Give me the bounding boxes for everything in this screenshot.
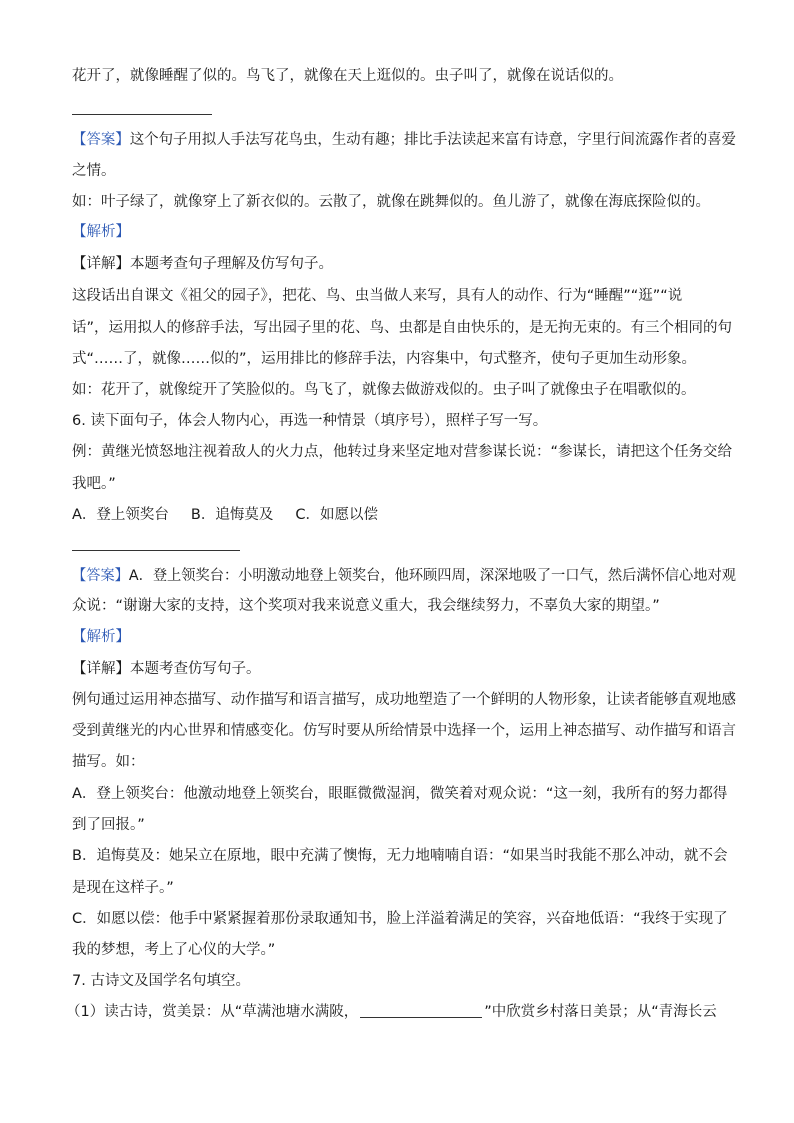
q5-para-line-2: 话”，运用拟人的修辞手法，写出园子里的花、鸟、虫都是自由快乐的，是无拘无束的。有三个相同的句 <box>72 320 733 336</box>
answer-line <box>72 550 240 551</box>
q5-sentence: 花开了，就像睡醒了似的。鸟飞了，就像在天上逛似的。虫子叫了，就像在说话似的。 <box>72 68 623 84</box>
analysis-tag: 【解析】 <box>72 629 130 645</box>
q5-answer-line-3: 如：叶子绿了，就像穿上了新衣似的。云散了，就像在跳舞似的。鱼儿游了，就像在海底探险似的。 <box>72 194 710 210</box>
q7-item-1-after: ”中欣赏乡村落日美景；从“青海长云 <box>484 1004 717 1020</box>
answer-text: 这个句子用拟人手法写花鸟虫，生动有趣；排比手法读起来富有诗意，字里行间流露作者的喜爱 <box>129 132 736 148</box>
q6-answer-line-2: 众说：“谢谢大家的支持，这个奖项对我来说意义重大，我会继续努力，不辜负大家的期望。” <box>72 598 660 614</box>
q5-answer-line-2: 之情。 <box>72 163 116 179</box>
q5-para-line-1: 这段话出自课文《祖父的园子》，把花、鸟、虫当做人来写，具有人的动作、行为“睡醒”“逛”“说 <box>72 288 683 304</box>
option-c: C．如愿以偿 <box>295 507 378 523</box>
q6-para-line-3: 描写。如： <box>72 754 145 770</box>
answer-text: A．登上领奖台：小明激动地登上领奖台，他环顾四周，深深地吸了一口气，然后满怀信心地对观 <box>128 568 736 584</box>
q5-answer-line-1 <box>72 130 736 150</box>
q7-item-1 <box>66 1002 717 1022</box>
q6-answer-line-1 <box>72 566 736 586</box>
q7-item-1-before: （1）读古诗，赏美景：从“草满池塘水满陂， <box>66 1004 359 1020</box>
q5-para-line-4: 如：花开了，就像绽开了笑脸似的。鸟飞了，就像去做游戏似的。虫子叫了就像虫子在唱歌似的。 <box>72 382 696 398</box>
detail-line: 【详解】本题考查句子理解及仿写句子。 <box>72 256 333 272</box>
q6-para-line-1: 例句通过运用神态描写、动作描写和语言描写，成功地塑造了一个鲜明的人物形象，让读者能够直观地感 <box>72 692 736 708</box>
q6-example-a-line-2: 到了回报。” <box>72 817 145 833</box>
analysis-tag: 【解析】 <box>72 224 130 240</box>
q6-options <box>72 505 378 525</box>
fill-blank[interactable] <box>360 1003 482 1018</box>
q6-example-c-line-2: 我的梦想，考上了心仪的大学。” <box>72 942 276 958</box>
answer-tag: 【答案】 <box>72 132 130 148</box>
q6-example-line-1: 例：黄继光愤怒地注视着敌人的火力点，他转过身来坚定地对营参谋长说：“参谋长，请把这个任务交给 <box>72 444 733 460</box>
detail-line: 【详解】本题考查仿写句子。 <box>72 661 261 677</box>
q6-example-b-line-1: B．追悔莫及：她呆立在原地，眼中充满了懊悔，无力地喃喃自语：“如果当时我能不那么冲动，就不会 <box>72 848 728 864</box>
q6-para-line-2: 受到黄继光的内心世界和情感变化。仿写时要从所给情景中选择一个，运用上神态描写、动作描写和语言 <box>72 723 736 739</box>
q6-example-b-line-2: 是现在这样子。” <box>72 880 174 896</box>
q5-para-line-3: 式“……了，就像……似的”，运用排比的修辞手法，内容集中，句式整齐，使句子更加生动形象。 <box>72 351 697 367</box>
q6-example-c-line-1: C．如愿以偿：他手中紧紧握着那份录取通知书，脸上洋溢着满足的笑容，兴奋地低语：“我终于实现了 <box>72 911 728 927</box>
q6-prompt: 6. 读下面句子，体会人物内心，再选一种情景（填序号），照样子写一写。 <box>72 413 548 429</box>
q6-example-line-2: 我吧。” <box>72 476 116 492</box>
q6-example-a-line-1: A．登上领奖台：他激动地登上领奖台，眼眶微微湿润，微笑着对观众说：“这一刻，我所有的努力都得 <box>72 786 728 802</box>
answer-tag: 【答案】 <box>72 568 129 584</box>
q7-prompt: 7. 古诗文及国学名句填空。 <box>72 973 250 989</box>
option-b: B．追悔莫及 <box>190 507 274 523</box>
answer-line <box>72 114 212 115</box>
option-a: A．登上领奖台 <box>72 507 169 523</box>
